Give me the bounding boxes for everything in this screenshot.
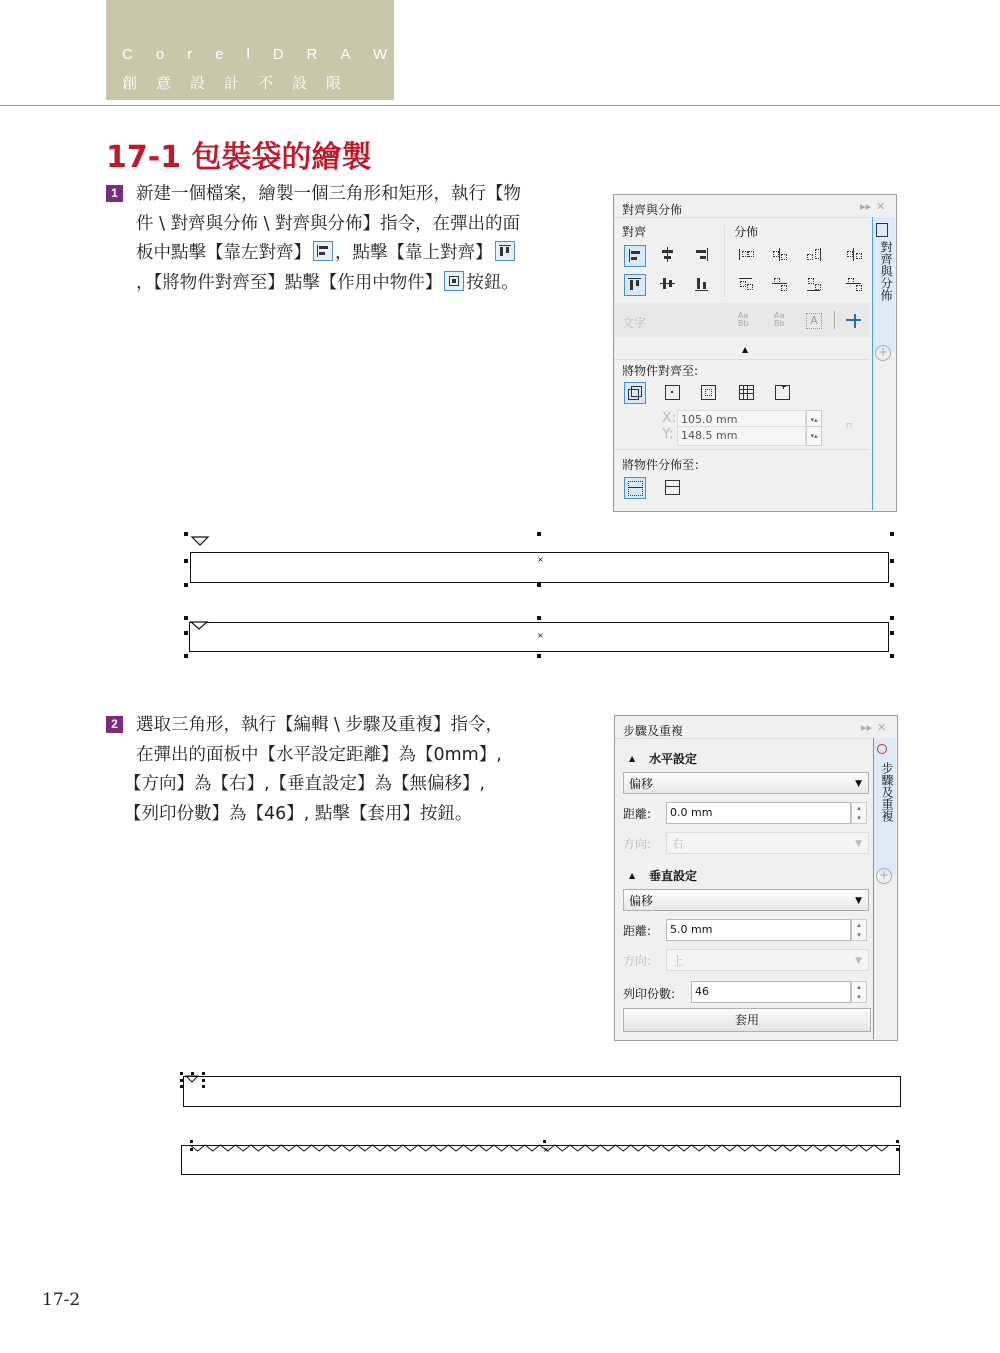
copies-label: 列印份數: (623, 987, 676, 1001)
divider (834, 311, 835, 329)
distribute-center-v-icon[interactable] (770, 274, 790, 294)
page-number: 17-2 (42, 1290, 81, 1310)
x-input[interactable]: 105.0 mm (677, 410, 806, 430)
header-slogan: 創意設計不設限 (122, 74, 361, 92)
triangle-shape[interactable] (189, 621, 209, 631)
grid-button[interactable] (736, 382, 756, 402)
text-bbox-icon[interactable]: A (806, 313, 822, 329)
step-1-line-part: 板中點擊【靠左對齊】 (136, 243, 311, 263)
panel-side-tab[interactable] (873, 738, 896, 874)
page-extent-button[interactable] (662, 477, 682, 497)
distribute-section-label: 分佈 (734, 225, 759, 239)
step-1-line-part: ，點擊【靠上對齊】 (335, 243, 493, 263)
step-1-line (136, 239, 521, 269)
horizontal-mode-select[interactable] (623, 772, 869, 794)
chevron-down-icon: ▼ (855, 839, 862, 849)
align-right-button[interactable] (692, 245, 712, 265)
v-direction-select[interactable] (666, 949, 869, 971)
selection-handle (537, 532, 541, 536)
add-panel-icon[interactable]: + (875, 345, 891, 361)
v-direction-label: 方向: (623, 954, 652, 968)
side-tab-line (873, 850, 874, 1039)
collapse-arrow-icon[interactable]: ▲ (629, 871, 636, 880)
align-bottom-button[interactable] (692, 274, 712, 294)
lock-icon[interactable]: ⊓ (846, 421, 853, 430)
step-2-text (124, 711, 504, 829)
h-distance-input[interactable]: 0.0 mm (666, 802, 851, 824)
text-align-first-line-icon[interactable]: Aa Bb (738, 311, 749, 328)
page-center-button[interactable] (698, 382, 718, 402)
align-to-label: 將物件對齊至: (622, 364, 699, 378)
step-1-line: 件 \ 對齊與分佈 \ 對齊與分佈】指令，在彈出的面 (136, 213, 521, 234)
vertical-section-header: 垂直設定 (649, 869, 698, 883)
specified-point-button[interactable] (772, 382, 792, 402)
active-object-button[interactable] (624, 382, 646, 404)
panel-close-icon[interactable]: ✕ (877, 721, 887, 734)
step-2-badge: 2 (106, 716, 123, 733)
step-2-line: 在彈出的面板中【水平設定距離】為【0mm】, (136, 744, 502, 765)
side-tab-label: 對齊與分佈 (879, 241, 893, 301)
align-left-button[interactable] (624, 245, 646, 267)
x-label: X: (662, 410, 677, 426)
selection-handle (184, 532, 188, 536)
selection-handle (890, 631, 894, 635)
h-distance-spinner[interactable]: ▴ ▾ (851, 802, 867, 824)
selection-handle (890, 559, 894, 563)
h-distance-label: 距離: (623, 807, 652, 821)
selection-handle (184, 654, 188, 658)
divider (614, 217, 870, 218)
divider (614, 359, 870, 360)
align-section-label: 對齊 (622, 225, 647, 239)
h-direction-label: 方向: (623, 837, 652, 851)
v-distance-input[interactable]: 5.0 mm (666, 919, 851, 941)
selection-handle (890, 616, 894, 620)
panel-expand-icon[interactable]: ▸▸ (860, 200, 872, 213)
selection-handle (537, 583, 541, 587)
select-value: 右 (672, 837, 685, 851)
distribute-top-icon[interactable] (736, 274, 756, 294)
align-distribute-panel (613, 194, 897, 512)
active-object-icon (444, 271, 464, 291)
header-rule (0, 105, 1000, 106)
step-1-line-part: 按鈕。 (466, 272, 519, 293)
text-outline-icon-part (854, 314, 856, 328)
x-spinner[interactable]: ▾▴ (806, 410, 822, 430)
selection-handle (184, 583, 188, 587)
step-1-badge: 1 (106, 185, 123, 202)
step-1-line (136, 269, 521, 299)
chevron-down-icon: ▼ (855, 779, 862, 789)
step-1-text (136, 180, 521, 298)
selection-handle (184, 616, 188, 620)
header-brand: CorelDRAW (122, 46, 411, 63)
chevron-down-icon: ▼ (855, 956, 862, 966)
add-panel-icon[interactable]: + (876, 868, 892, 884)
panel-side-tab[interactable] (872, 217, 895, 351)
align-left-icon (313, 241, 333, 261)
page-edge-button[interactable] (662, 382, 682, 402)
horizontal-section-header: 水平設定 (649, 752, 698, 766)
selection-handle (184, 631, 188, 635)
side-tab-icon (877, 744, 887, 754)
step-1-line-part: ，【將物件對齊至】點擊【作用中物件】 (136, 272, 443, 293)
copies-input[interactable]: 46 (691, 981, 851, 1003)
panel-close-icon[interactable]: ✕ (876, 200, 886, 213)
distribute-to-label: 將物件分佈至： (622, 458, 707, 472)
selection-handle (537, 654, 541, 658)
text-label: 文字 (622, 316, 647, 330)
h-direction-select[interactable] (666, 832, 869, 854)
side-tab-line (872, 327, 873, 510)
align-center-v-button[interactable] (658, 274, 678, 294)
center-marker: × (537, 555, 544, 564)
align-center-h-button[interactable] (658, 245, 678, 265)
step-2-line: 選取三角形，執行【編輯 \ 步驟及重複】指令， (136, 715, 504, 735)
distribute-right-icon[interactable] (844, 245, 864, 265)
text-align-last-line-icon[interactable]: Aa Bb (774, 311, 785, 328)
distribute-spacing-h-icon[interactable] (804, 245, 824, 265)
panel-title: 步驟及重複 (623, 724, 684, 738)
v-distance-label: 距離: (623, 924, 652, 938)
step-2-line: 【列印份數】為【46】, 點擊【套用】按鈕。 (124, 803, 473, 824)
center-marker: × (537, 631, 544, 640)
divider (724, 225, 725, 297)
step-1-line: 新建一個檔案，繪製一個三角形和矩形，執行【物 (136, 184, 521, 204)
panel-expand-icon[interactable]: ▸▸ (861, 721, 873, 734)
select-value: 偏移 (629, 777, 654, 791)
distribute-spacing-v-icon[interactable] (804, 274, 824, 294)
select-value: 偏移 (629, 894, 654, 908)
select-value: 上 (672, 954, 685, 968)
divider (615, 738, 871, 739)
align-top-button[interactable] (624, 274, 646, 296)
chevron-down-icon: ▼ (855, 896, 862, 906)
selection-handle (890, 654, 894, 658)
step-2-line: 【方向】為【右】,【垂直設定】為【無偏移】, (124, 774, 486, 794)
distribute-bottom-icon[interactable] (844, 274, 864, 294)
rectangle-shape[interactable] (183, 1076, 901, 1107)
collapse-arrow-icon[interactable]: ▲ (629, 754, 636, 763)
align-top-icon (495, 241, 515, 261)
vertical-mode-select[interactable] (623, 889, 869, 911)
selection-handle (537, 616, 541, 620)
selection-extent-button[interactable] (624, 477, 646, 499)
selection-handle (890, 583, 894, 587)
v-distance-spinner[interactable]: ▴ ▾ (851, 919, 867, 941)
y-label: Y: (662, 426, 674, 442)
selection-handle (890, 532, 894, 536)
selected-triangle[interactable] (180, 1070, 208, 1090)
apply-button[interactable]: 套用 (623, 1008, 871, 1032)
panel-title: 對齊與分佈 (622, 203, 683, 217)
side-tab-icon (876, 223, 888, 237)
collapse-arrow-icon[interactable]: ▲ (742, 345, 749, 354)
divider (614, 449, 870, 450)
section-title: 17-1 包裝袋的繪製 (106, 140, 372, 175)
repeated-triangles (182, 1140, 904, 1154)
y-input[interactable]: 148.5 mm (677, 426, 806, 446)
distribute-left-icon[interactable] (736, 245, 756, 265)
triangle-shape[interactable] (190, 535, 210, 547)
step-repeat-panel (614, 715, 898, 1041)
copies-spinner[interactable]: ▴ ▾ (851, 981, 867, 1003)
side-tab-label: 步驟及重複 (880, 762, 894, 822)
selection-handle (184, 559, 188, 563)
distribute-center-h-icon[interactable] (770, 245, 790, 265)
svg-text:×: × (543, 1145, 550, 1154)
y-spinner[interactable]: ▾▴ (806, 426, 822, 446)
